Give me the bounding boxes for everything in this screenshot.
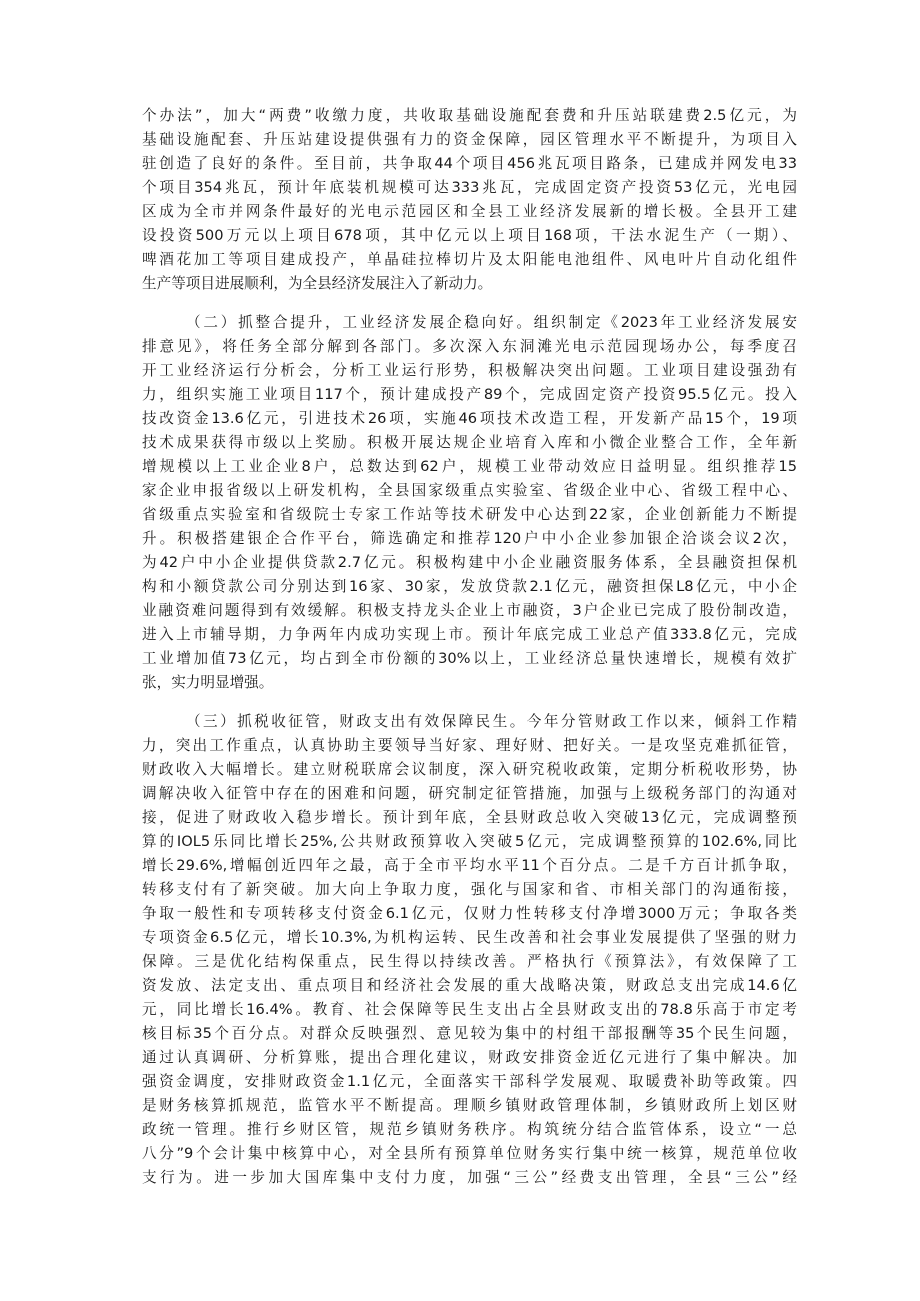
text-line: 资发放、法定支出、重点项目和经济社会发展的重大战略决策，财政总支出完成14.6亿 [142,977,797,994]
text-line: 构和小额贷款公司分别达到16家、30家，发放贷款2.1亿元，融资担保L8亿元，中小企 [142,578,797,595]
text-line: 工业增加值73亿元，均占到全市份额的30%以上，工业经济总量快速增长，规模有效扩 [142,650,797,667]
text-line: 驻创造了良好的条件。至目前，共争取44个项目456兆瓦项目路条，已建成并网发电33 [142,155,797,172]
text-line: 基础设施配套、升压站建设提供强有力的资金保障，园区管理水平不断提升，为项目入 [142,131,797,148]
text-line: （二）抓整合提升，工业经济发展企稳向好。组织制定《2023年工业经济发展安 [186,314,797,331]
text-line: 强资金调度，安排财政资金1.1亿元，全面落实干部科学发展观、取暖费补助等政策。四 [142,1073,797,1090]
text-line: 增规模以上工业企业8户，总数达到62户，规模工业带动效应日益明显。组织推荐15 [142,458,797,475]
text-line: 支行为。进一步加大国库集中支付力度，加强“三公”经费支出管理，全县“三公”经 [142,1169,797,1186]
text-line: 张，实力明显增强。 [142,674,274,691]
text-line: 设投资500万元以上项目678项，其中亿元以上项目168项，干法水泥生产（一期）、 [142,227,797,244]
text-line: 技改资金13.6亿元，引进技术26项，实施46项技术改造工程，开发新产品15个，19项 [142,410,797,427]
text-line: 啤酒花加工等项目建成投产，单晶硅拉棒切片及太阳能电池组件、风电叶片自动化组件 [142,251,797,268]
text-line: 政统一管理。推行乡财区管，规范乡镇财务秩序。构筑统分结合监管体系，设立“一总 [142,1121,797,1138]
text-line: （三）抓税收征管，财政支出有效保障民生。今年分管财政工作以来，倾斜工作精 [186,713,797,730]
paragraph-gap [142,296,797,311]
text-line: 技术成果获得市级以上奖励。积极开展达规企业培育入库和小微企业整合工作，全年新 [142,434,797,451]
text-line: 接，促进了财政收入稳步增长。预计到年底，全县财政总收入突破13亿元，完成调整预 [142,809,797,826]
text-line: 增长29.6%,增幅创近四年之最，高于全市平均水平11个百分点。二是千方百计抓争取， [142,857,797,874]
text-line: 争取一般性和专项转移支付资金6.1亿元，仅财力性转移支付净增3000万元；争取各类 [142,905,797,922]
paragraph-2 [142,311,797,695]
text-line: 家企业申报省级以上研发机构，全县国家级重点实验室、省级企业中心、省级工程中心、 [142,482,797,499]
text-line: 力，突出工作重点，认真协助主要领导当好家、理好财、把好关。一是攻坚克难抓征管， [142,737,797,754]
paragraph-3 [142,710,797,1190]
text-line: 是财务核算抓规范，监管水平不断提高。理顺乡镇财政管理体制，乡镇财政所上划区财 [142,1097,797,1114]
text-line: 转移支付有了新突破。加大向上争取力度，强化与国家和省、市相关部门的沟通衔接， [142,881,797,898]
text-line: 通过认真调研、分析算账，提出合理化建议，财政安排资金近亿元进行了集中解决。加 [142,1049,797,1066]
text-line: 八分”9个会计集中核算中心，对全县所有预算单位财务实行集中统一核算，规范单位收 [142,1145,797,1162]
text-line: 排意见》，将任务全部分解到各部门。多次深入东洞滩光电示范园现场办公，每季度召 [142,338,797,355]
text-line: 升。积极搭建银企合作平台，筛选确定和推荐120户中小企业参加银企洽谈会议2次， [142,530,797,547]
text-line: 专项资金6.5亿元，增长10.3%,为机构运转、民生改善和社会事业发展提供了坚强的财力 [142,929,797,946]
text-line: 业融资难问题得到有效缓解。积极支持龙头企业上市融资，3户企业已完成了股份制改造， [142,602,797,619]
text-line: 区成为全市并网条件最好的光电示范园区和全县工业经济发展新的增长极。全县开工建 [142,203,797,220]
text-line: 财政收入大幅增长。建立财税联席会议制度，深入研究税收政策，定期分析税收形势，协 [142,761,797,778]
text-line: 核目标35个百分点。对群众反映强烈、意见较为集中的村组干部报酬等35个民生问题， [142,1025,797,1042]
text-line: 力，组织实施工业项目117个，预计建成投产89个，完成固定资产投资95.5亿元。投入 [142,386,797,403]
document-page [142,104,797,1190]
paragraph-1 [142,104,797,296]
text-line: 省级重点实验室和省级院士专家工作站等技术研发中心达到22家，企业创新能力不断提 [142,506,797,523]
text-line: 保障。三是优化结构保重点，民生得以持续改善。严格执行《预算法》，有效保障了工 [142,953,797,970]
text-line: 个项目354兆瓦，预计年底装机规模可达333兆瓦，完成固定资产投资53亿元，光电园 [142,179,797,196]
text-line: 进入上市辅导期，力争两年内成功实现上市。预计年底完成工业总产值333.8亿元，完成 [142,626,797,643]
text-line: 生产等项目进展顺利，为全县经济发展注入了新动力。 [142,275,493,292]
text-line: 个办法”，加大“两费”收缴力度，共收取基础设施配套费和升压站联建费2.5亿元，为 [142,107,797,124]
text-line: 为42户中小企业提供贷款2.7亿元。积极构建中小企业融资服务体系，全县融资担保机 [142,554,797,571]
text-line: 算的IOL5乐同比增长25%,公共财政预算收入突破5亿元，完成调整预算的102.6%,同比 [142,833,797,850]
text-line: 开工业经济运行分析会，分析工业运行形势，积极解决突出问题。工业项目建设强劲有 [142,362,797,379]
text-line: 元，同比增长16.4%。教育、社会保障等民生支出占全县财政支出的78.8乐高于市定考 [142,1001,797,1018]
text-line: 调解决收入征管中存在的困难和问题，研究制定征管措施，加强与上级税务部门的沟通对 [142,785,797,802]
paragraph-gap [142,695,797,710]
